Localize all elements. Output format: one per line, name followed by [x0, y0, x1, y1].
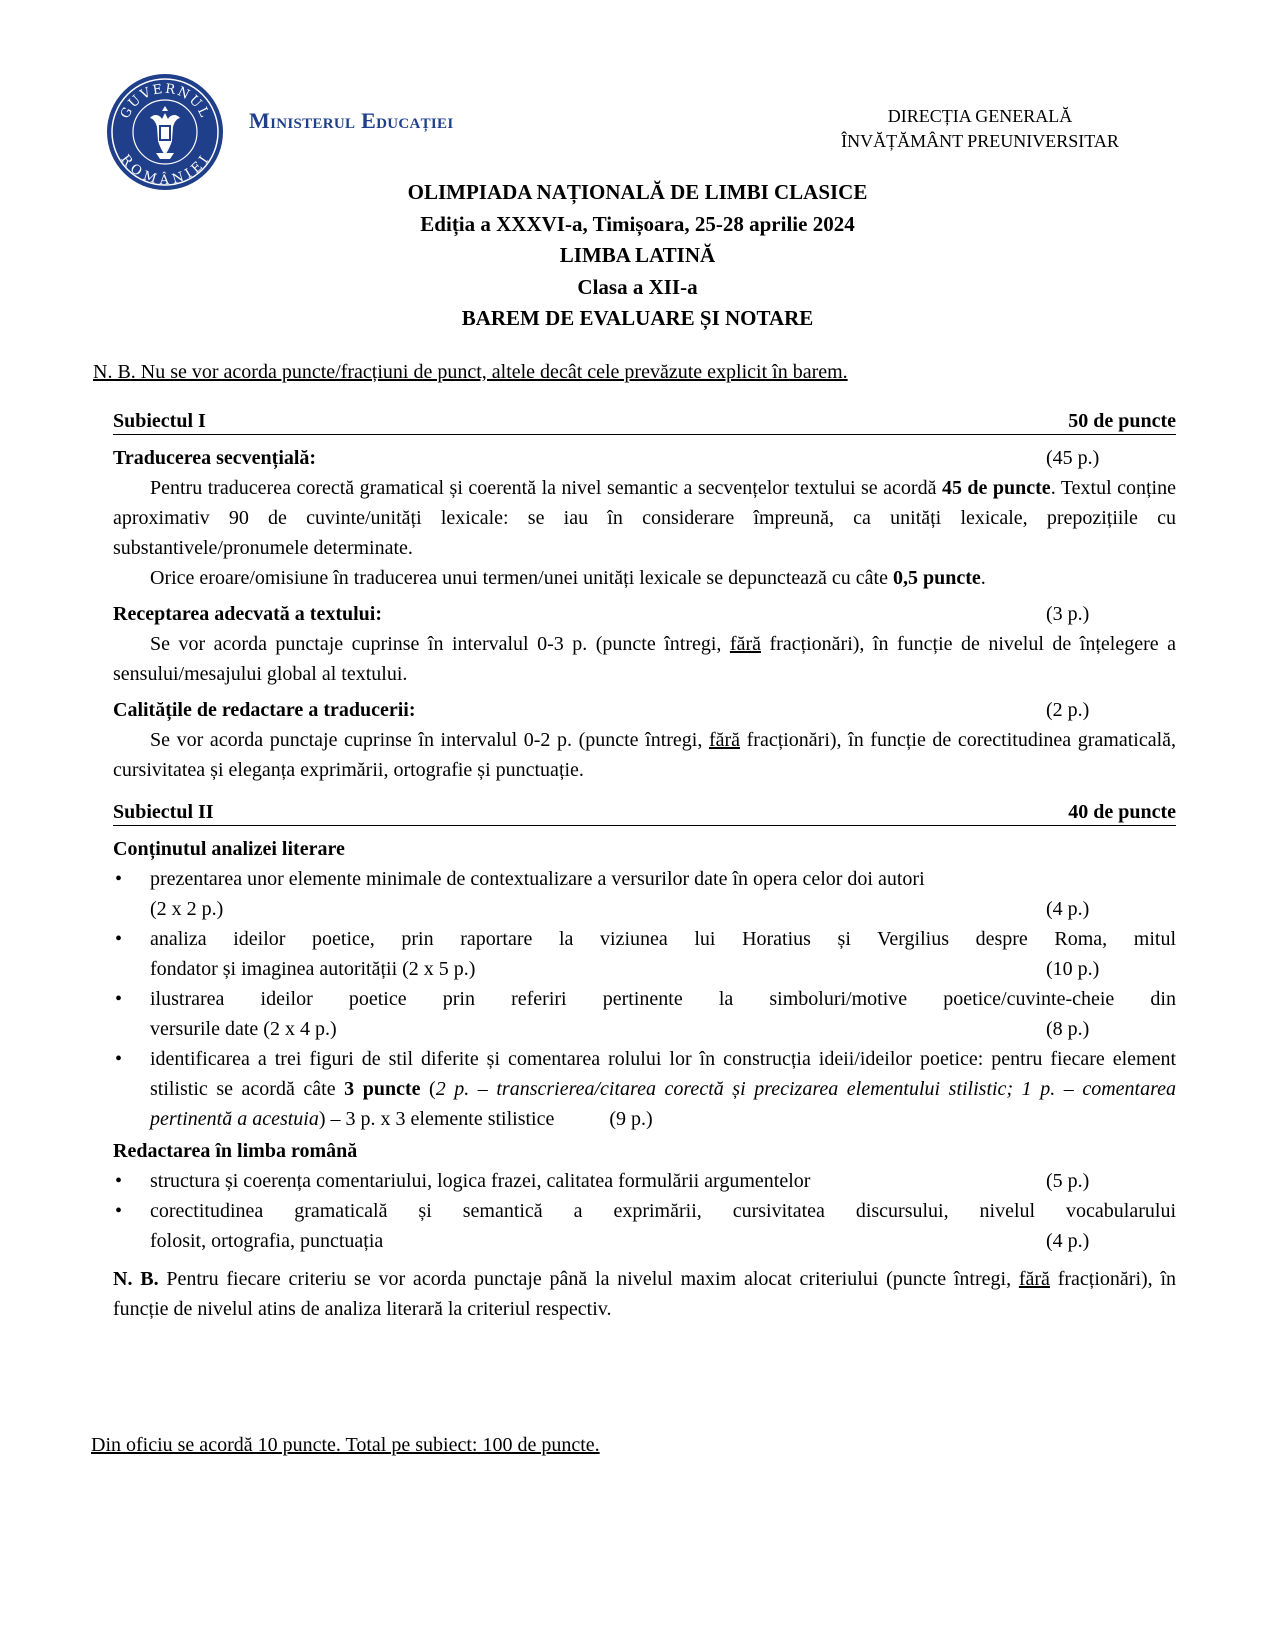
nb-notice-top: N. B. Nu se vor acorda puncte/fracțiuni de punct, altele decât cele prevăzute explicit în barem.	[93, 361, 848, 383]
content-analysis-heading: Conținutul analizei literare	[113, 838, 345, 860]
writing-criterion-2: • corectitudinea gramaticală și semantică a exprimării, cursivitatea discursului, nivelul vocabularului folosit, ortografia, punctuația (4 p.)	[113, 1196, 1176, 1256]
barem-content	[113, 408, 1176, 1324]
directorate	[815, 104, 1145, 154]
criterion-writing-quality-points: (2 p.)	[1046, 699, 1090, 721]
content-criterion-3: • ilustrarea ideilor poetice prin referiri pertinente la simboluri/motive poetice/cuvinte-cheie din versurile date (2 x 4 p.) (8 p.)	[113, 984, 1176, 1044]
writing-quality-paragraph: Se vor acorda punctaje cuprinse în intervalul 0-2 p. (puncte întregi, fără fracționări), în funcție de corectitudinea gramaticală, cursivitatea și eleganța exprimării, ortografie și punctuație.	[113, 729, 1177, 781]
content-criteria-list	[113, 864, 1176, 1134]
content-criterion-2: • analiza ideilor poetice, prin raportare la viziunea lui Horatius și Vergilius despre Roma, mitul fondator și imaginea autorității (2 x 5 p.) (10 p.)	[113, 924, 1176, 984]
content-criterion-4-points: (9 p.)	[609, 1108, 653, 1130]
subject-2-points: 40 de puncte	[1068, 801, 1176, 823]
criterion-writing-quality-label: Calitățile de redactare a traducerii:	[113, 699, 416, 721]
government-seal-logo	[106, 73, 224, 191]
criterion-writing-quality	[113, 695, 1176, 725]
criterion-reception-label: Receptarea adecvată a textului:	[113, 603, 383, 625]
content-criterion-1: • prezentarea unor elemente minimale de contextualizare a versurilor date în opera celor doi autori (2 x 2 p.) (4 p.)	[113, 864, 1176, 924]
subject-1-heading	[113, 408, 1176, 435]
logo-top-text: GUVERNUL	[117, 81, 213, 122]
criterion-translation	[113, 443, 1176, 473]
logo-bottom-text: ROMÂNIEI	[117, 152, 214, 188]
edition-line: Ediția a XXXVI-a, Timișoara, 25-28 aprilie 2024	[420, 211, 855, 236]
criterion-translation-label: Traducerea secvențială:	[113, 447, 317, 469]
subject-1-points: 50 de puncte	[1068, 410, 1176, 432]
writing-criterion-1: • structura și coerența comentariului, logica frazei, calitatea formulării argumentelor (5 p.)	[113, 1166, 1176, 1196]
subject-2-heading	[113, 799, 1176, 826]
subject-1-title: Subiectul I	[113, 410, 206, 432]
criterion-reception-points: (3 p.)	[1046, 603, 1090, 625]
document-titles	[0, 177, 1275, 335]
language-line: LIMBA LATINĂ	[559, 243, 716, 267]
subject-2-title: Subiectul II	[113, 801, 214, 823]
total-points-note: Din oficiu se acordă 10 puncte. Total pe subiect: 100 de puncte.	[91, 1434, 600, 1456]
writing-criteria-list	[113, 1166, 1176, 1256]
nb-notice-criteria: N. B. Pentru fiecare criteriu se vor acorda punctaje până la nivelul maxim alocat criteriului (puncte întregi, fără fracționări), în funcție de nivelul atins de analiza literară la criteriul respectiv.	[113, 1268, 1176, 1320]
directorate-line-2: ÎNVĂȚĂMÂNT PREUNIVERSITAR	[841, 131, 1119, 151]
reception-paragraph: Se vor acorda punctaje cuprinse în intervalul 0-3 p. (puncte întregi, fără fracționări), în funcție de nivelul de înțelegere a sensului/mesajului global al textului.	[113, 633, 1176, 685]
class-line: Clasa a XII-a	[577, 274, 698, 299]
criterion-reception	[113, 599, 1176, 629]
olympiad-title: OLIMPIADA NAȚIONALĂ DE LIMBI CLASICE	[407, 180, 868, 204]
criterion-translation-points: (45 p.)	[1046, 447, 1100, 469]
content-criterion-4: • identificarea a trei figuri de stil diferite și comentarea rolului lor în construcția ideii/ideilor poetice: pentru fiecare element stilistic se acordă câte 3 puncte (2 p. – transcrierea/citarea corectă și precizarea elementului stilistic; 1 p. – comentarea pertinentă a acestuia) – 3 p. x 3 elemente stilistice (9 p.)	[113, 1044, 1176, 1134]
writing-heading: Redactarea în limba română	[113, 1140, 358, 1162]
barem-title: BAREM DE EVALUARE ȘI NOTARE	[461, 306, 814, 330]
directorate-line-1: DIRECȚIA GENERALĂ	[887, 106, 1073, 126]
translation-paragraph-1: Pentru traducerea corectă gramatical și coerentă la nivel semantic a secvențelor textului se acordă 45 de puncte. Textul conține aproximativ 90 de cuvinte/unități lexicale: se iau în considerare împreună, ca unități lexicale, prepozițiile cu substantivele/pronumele determinate.	[113, 477, 1176, 559]
ministry-name: Ministerul Educației	[249, 108, 454, 133]
translation-paragraph-2: Orice eroare/omisiune în traducerea unui termen/unei unități lexicale se depunctează cu câte 0,5 puncte.	[150, 567, 986, 589]
